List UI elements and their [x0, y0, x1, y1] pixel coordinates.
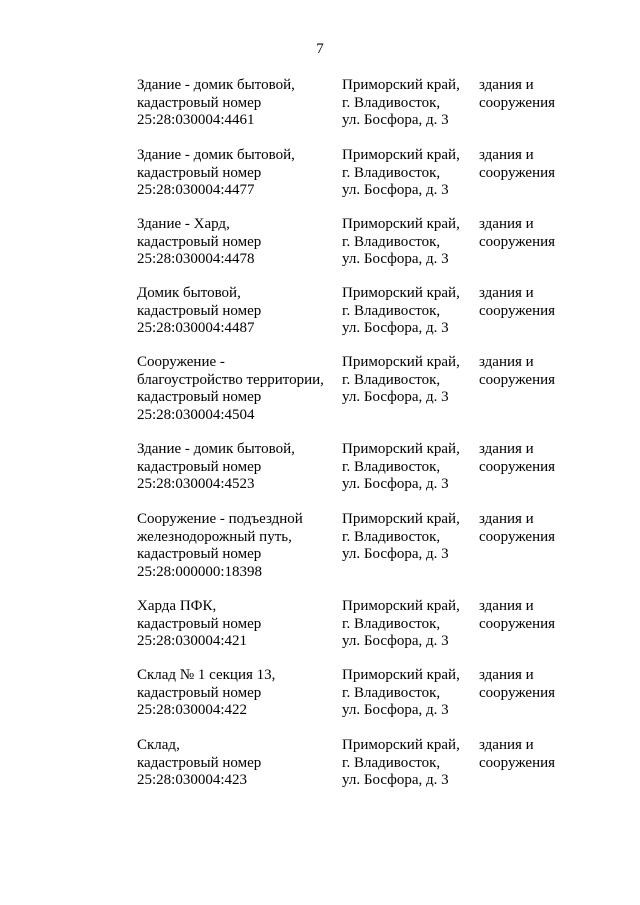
- object-type: здания и сооружения: [479, 285, 556, 319]
- object-type: здания и сооружения: [479, 354, 556, 388]
- object-name: Склад № 1 секция 13, кадастровый номер 25:28:030004:422: [137, 667, 276, 718]
- table-row: [137, 147, 597, 216]
- table-row: [137, 441, 597, 511]
- object-name: Здание - домик бытовой, кадастровый номер 25:28:030004:4477: [137, 147, 295, 198]
- object-name: Здание - Хард, кадастровый номер 25:28:030004:4478: [137, 216, 262, 267]
- object-type: здания и сооружения: [479, 598, 556, 632]
- table-row: [137, 354, 597, 441]
- table-row: [137, 216, 597, 285]
- object-address: Приморский край, г. Владивосток, ул. Босфора, д. 3: [342, 216, 460, 267]
- object-type: здания и сооружения: [479, 511, 556, 545]
- object-name: Склад, кадастровый номер 25:28:030004:423: [137, 737, 262, 788]
- object-address: Приморский край, г. Владивосток, ул. Босфора, д. 3: [342, 354, 460, 405]
- object-name: Здание - домик бытовой, кадастровый номер 25:28:030004:4461: [137, 77, 295, 128]
- object-address: Приморский край, г. Владивосток, ул. Босфора, д. 3: [342, 285, 460, 336]
- object-address: Приморский край, г. Владивосток, ул. Босфора, д. 3: [342, 667, 460, 718]
- table-row: [137, 737, 597, 807]
- object-address: Приморский край, г. Владивосток, ул. Босфора, д. 3: [342, 511, 460, 562]
- table-row: [137, 511, 597, 598]
- object-name: Сооружение - благоустройство территории, кадастровый номер 25:28:030004:4504: [137, 354, 324, 423]
- table-row: [137, 598, 597, 667]
- object-type: здания и сооружения: [479, 737, 556, 771]
- object-name: Харда ПФК, кадастровый номер 25:28:030004:421: [137, 598, 262, 649]
- object-address: Приморский край, г. Владивосток, ул. Босфора, д. 3: [342, 77, 460, 128]
- object-type: здания и сооружения: [479, 216, 556, 250]
- page-number: 7: [316, 41, 324, 57]
- object-type: здания и сооружения: [479, 667, 556, 701]
- object-name: Домик бытовой, кадастровый номер 25:28:030004:4487: [137, 285, 262, 336]
- table-row: [137, 285, 597, 354]
- object-name: Здание - домик бытовой, кадастровый номер 25:28:030004:4523: [137, 441, 295, 492]
- object-address: Приморский край, г. Владивосток, ул. Босфора, д. 3: [342, 737, 460, 788]
- property-table: [137, 77, 597, 807]
- object-type: здания и сооружения: [479, 441, 556, 475]
- object-name: Сооружение - подъездной железнодорожный путь, кадастровый номер 25:28:000000:18398: [137, 511, 303, 580]
- object-address: Приморский край, г. Владивосток, ул. Босфора, д. 3: [342, 147, 460, 198]
- object-type: здания и сооружения: [479, 77, 556, 111]
- table-row: [137, 77, 597, 147]
- object-address: Приморский край, г. Владивосток, ул. Босфора, д. 3: [342, 598, 460, 649]
- table-row: [137, 667, 597, 737]
- object-type: здания и сооружения: [479, 147, 556, 181]
- object-address: Приморский край, г. Владивосток, ул. Босфора, д. 3: [342, 441, 460, 492]
